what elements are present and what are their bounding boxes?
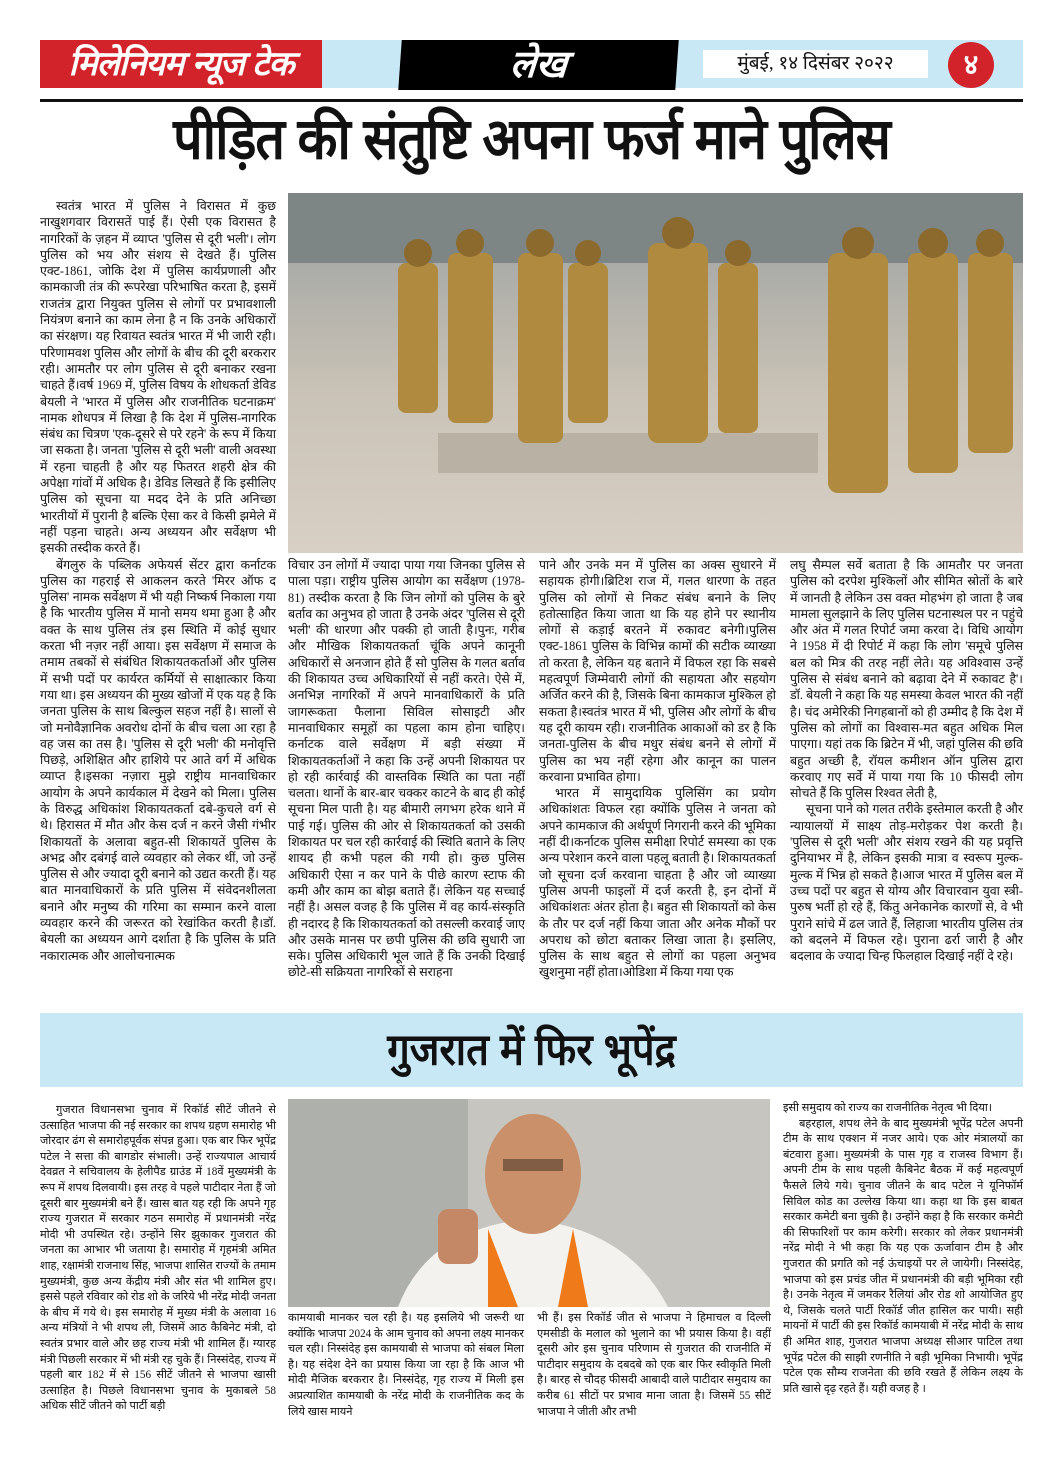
paragraph: पाने और उनके मन में पुलिस का अक्स सुधारने में सहायक होगी।ब्रिटिश राज में, गलत धारणा के तहत पुलिस को लोगों से निकट संबंध बनाने के लिए हतोत्साहित किया जाता था कि यह होने पर स्थानीय लोगों से कड़ाई बरतने में रुकावट बनेगी।पुलिस एक्ट-1861 पुलिस के विभिन्न कामों की सटीक व्याख्या तो करता है, लेकिन यह बताने में विफल रहा कि सबसे महत्वपूर्ण जिम्मेवारी लोगों की सहायता और सहयोग अर्जित करने की है, जिसके बिना कामकाज मुश्किल हो सकता है।स्वतंत्र भारत में भी, पुलिस और लोगों के बीच यह दूरी कायम रही। राजनीतिक आकाओं को डर है कि जनता-पुलिस के बीच मधुर संबंध बनने से लोगों में पुलिस का भय नहीं रहेगा और कानून का पालन करवाना प्रभावित होगा। xyxy=(539,558,776,784)
article-column xyxy=(40,198,276,964)
paragraph: स्वतंत्र भारत में पुलिस ने विरासत में कुछ नाखुशगवार विरासतें पाई हैं। ऐसी एक विरासत है नागरिकों के ज़हन में व्याप्त 'पुलिस से दूरी भली'। लोग पुलिस को भय और संशय से देखते हैं। पुलिस एक्ट-1861, जोकि देश में पुलिस कार्यप्रणाली और कामकाजी तंत्र की रूपरेखा परिभाषित करता है, इसमें राजतंत्र द्वारा नियुक्त पुलिस से लोगों पर प्रभावशाली नियंत्रण बनाने का काम लेना है न कि उनके अधिकारों का संरक्षण। यह रिवायत स्वतंत्र भारत में भी जारी रही। परिणामवश पुलिस और लोगों के बीच की दूरी बरकरार रही। आमतौर पर लोग पुलिस से दूरी बनाकर रखना चाहते हैं।वर्ष 1969 में, पुलिस विषय के शोधकर्ता डेविड बेयली ने 'भारत में पुलिस और राजनीतिक घटनाक्रम' नामक शोधपत्र में लिखा है कि देश में पुलिस-नागरिक संबंध का चित्रण 'एक-दूसरे से परे रहने' के रूप में किया जा सकता है। जनता 'पुलिस से दूरी भली' वाली अवस्था में रहना चाहती है और यह फितरत शहरी क्षेत्र की अपेक्षा गांवों में अधिक है। डेविड लिखते हैं कि इसीलिए पुलिस को सूचना या मदद देने के प्रति अनिच्छा भारतीयों में पुरानी है बल्कि ऐसा कर वे किसी झमेले में नहीं पड़ना चाहते। अन्य अध्ययन और सर्वेक्षण भी इसकी तस्दीक करते हैं। xyxy=(40,199,276,556)
paragraph: बहरहाल, शपथ लेने के बाद मुख्यमंत्री भूपेंद्र पटेल अपनी टीम के साथ एक्शन में नजर आये। एक ओर मंत्रालयों का बंटवारा हुआ। मुख्यमंत्री के पास गृह व राजस्व विभाग हैं। अपनी टीम के साथ पहली कैबिनेट बैठक में कई महत्वपूर्ण फैसले लिये गये। चुनाव जीतने के बाद पटेल ने यूनिफॉर्म सिविल कोड का उल्लेख किया था। कहा था कि इस बाबत सरकार कमेटी बना चुकी है। उन्होंने कहा है कि सरकार कमेटी की सिफारिशों पर काम करेगी। सरकार को लेकर प्रधानमंत्री नरेंद्र मोदी ने भी कहा कि यह एक ऊर्जावान टीम है और गुजरात की प्रगति को नई ऊंचाइयों पर ले जायेगी। निस्संदेह, भाजपा को इस प्रचंड जीत में प्रधानमंत्री की बड़ी भूमिका रही है। उनके नेतृत्व में जमकर रैलियां और रोड शो आयोजित हुए थे, जिसके चलते पार्टी रिकॉर्ड जीत हासिल कर पायी। सही मायनों में पार्टी की इस रिकॉर्ड कामयाबी में नरेंद्र मोदी के साथ ही अमित शाह, गुजरात भाजपा अध्यक्ष सीआर पाटिल तथा भूपेंद्र पटेल की साझी रणनीति ने बड़ी भूमिका निभायी। भूपेंद्र पटेल एक सौम्य राजनेता की छवि रखते हैं लेकिन लक्ष्य के प्रति खासे दृढ़ रहते हैं। यही वजह है । xyxy=(783,1117,1023,1395)
paragraph: इसी समुदाय को राज्य का राजनीतिक नेतृत्व भी दिया। xyxy=(783,1102,992,1114)
article-column xyxy=(783,1101,1023,1397)
article-column xyxy=(790,557,1023,964)
paragraph: भी हैं। इस रिकॉर्ड जीत से भाजपा ने हिमाचल व दिल्ली एमसीडी के मलाल को भुलाने का भी प्रयास किया है। वहीं दूसरी ओर इस चुनाव परिणाम से गुजरात की राजनीति में पाटीदार समुदाय के दबदबे को एक बार फिर स्वीकृति मिली है। बारह से चौदह फीसदी आबादी वाले पाटीदार समुदाय का करीब 61 सीटों पर प्रभाव माना जाता है। जिसमें 55 सीटें भाजपा ने जीती और तभी xyxy=(537,1312,771,1418)
chief-minister-photo xyxy=(288,1099,770,1307)
article-headline: गुजरात में फिर भूपेंद्र xyxy=(387,1025,676,1075)
paragraph: कामयाबी मानकर चल रही है। यह इसलिये भी जरूरी था क्योंकि भाजपा 2024 के आम चुनाव को अपना लक्ष्य मानकर चल रही। निस्संदेह इस कामयाबी से भाजपा को संबल मिला है। यह संदेश देने का प्रयास किया जा रहा है कि आज भी मोदी मैजिक बरकरार है। निस्संदेह, गृह राज्य में मिली इस अप्रत्याशित कामयाबी के नरेंद्र मोदी के राजनीतिक कद के लिये खास मायने xyxy=(288,1312,524,1418)
article-column xyxy=(40,1103,276,1415)
article-column xyxy=(539,557,776,981)
paragraph: भारत में सामुदायिक पुलिसिंग का प्रयोग अधिकांशतः विफल रहा क्योंकि पुलिस ने जनता को अपने कामकाज की अर्थपूर्ण निगरानी करने की भूमिका नहीं दी।कर्नाटक पुलिस समीक्षा रिपोर्ट समस्या का एक अन्य परेशान करने वाला पहलू बताती है। शिकायतकर्ता जो सूचना दर्ज करवाना चाहता है और जो व्याख्या पुलिस अपनी फाइलों में दर्ज करती है, इन दोनों में अधिकांशतः अंतर होता है। बहुत सी शिकायतों को केस के तौर पर दर्ज नहीं किया जाता और अनेक मौकों पर अपराध को छोटा बताकर लिखा जाता है। इसलिए, पुलिस के साथ बहुत से लोगों का पहला अनुभव खुशनुमा नहीं होता।ओडिशा में किया गया एक xyxy=(539,786,776,980)
article-column xyxy=(288,557,525,981)
article-headline: पीड़ित की संतुष्टि अपना फर्ज माने पुलिस xyxy=(173,108,890,172)
paragraph: सूचना पाने को गलत तरीके इस्तेमाल करती है और न्यायालयों में साक्ष्य तोड़-मरोड़कर पेश करती है। 'पुलिस से दूरी भली' और संशय रखने की यह प्रवृत्ति दुनियाभर में है, लेकिन इसकी मात्रा व स्वरूप मुल्क-मुल्क में भिन्न हो सकते है।आज भारत में पुलिस बल में उच्च पदों पर बहुत से योग्य और विचारवान युवा स्त्री-पुरुष भर्ती हो रहे हैं, किंतु अनेकानेक कारणों से, वे भी पुराने सांचे में ढल जाते हैं, लिहाजा भारतीय पुलिस तंत्र को बदलने में विफल रहे। पुराना ढर्रा जारी है और बदलाव के ज्यादा चिन्ह फिलहाल दिखाई नहीं दे रहे। xyxy=(790,802,1023,964)
paragraph: विचार उन लोगों में ज्यादा पाया गया जिनका पुलिस से पाला पड़ा। राष्ट्रीय पुलिस आयोग का सर्वेक्षण (1978-81) तस्दीक करता है कि जिन लोगों को पुलिस के बुरे बर्ताव का अनुभव हो जाता है उनके अंदर 'पुलिस से दूरी भली' की धारणा और पक्की हो जाती है।पुनः, गरीब और मौखिक शिकायतकर्ता चूंकि अपने कानूनी अधिकारों से अनजान होते हैं सो पुलिस के गलत बर्ताव की शिकायत उच्च अधिकारियों से नहीं करते। ऐसे में, अनभिज्ञ नागरिकों में अपने मानवाधिकारों के प्रति जागरूकता फैलाना सिविल सोसाइटी और मानवाधिकार समूहों का पहला काम होना चाहिए।कर्नाटक वाले सर्वेक्षण में बड़ी संख्या में शिकायतकर्ताओं ने कहा कि उन्हें अपनी शिकायत पर हो रही कार्रवाई की वास्तविक स्थिति का पता नहीं चलता। थानों के बार-बार चक्कर काटने के बाद ही कोई सूचना मिल पाती है। यह बीमारी लगभग हरेक थाने में पाई गई। पुलिस की ओर से शिकायतकर्ता को उसकी शिकायत पर चल रही कार्रवाई की स्थिति बताने के लिए शायद ही कभी पहल की गयी हो। कुछ पुलिस अधिकारी ऐसा न कर पाने के पीछे कारण स्टाफ की कमी और काम का बोझ बताते हैं। लेकिन यह सच्चाई नहीं है। असल वजह है कि पुलिस में वह कार्य-संस्कृति ही नदारद है कि शिकायतकर्ता को तसल्ली करवाई जाए और उसके मानस पर छपी पुलिस की छवि सुधारी जा सके। पुलिस अधिकारी भूल जाते हैं कि उनकी दिखाई छोटे-सी सक्रियता नागरिकों से सराहना xyxy=(288,558,525,980)
page-number: ४ xyxy=(948,42,994,88)
article-column xyxy=(288,1311,524,1420)
paragraph: गुजरात विधानसभा चुनाव में रिकॉर्ड सीटें जीतने से उत्साहित भाजपा की नई सरकार का शपथ ग्रहण समारोह भी जोरदार ढंग से समारोहपूर्वक संपन्न हुआ। एक बार फिर भूपेंद्र पटेल ने सत्ता की बागडोर संभाली। उन्हें राज्यपाल आचार्य देवव्रत ने सचिवालय के हेलीपैड ग्राउंड में 18वें मुख्यमंत्री के रूप में शपथ दिलवायी। इस तरह वे पहले पाटीदार नेता हैं जो दूसरी बार मुख्यमंत्री बने हैं। खास बात यह रही कि अपने गृह राज्य गुजरात में सरकार गठन समारोह में प्रधानमंत्री नरेंद्र मोदी भी उपस्थित रहे। उन्होंने सिर झुकाकर गुजरात की जनता का आभार भी जताया है। समारोह में गृहमंत्री अमित शाह, रक्षामंत्री राजनाथ सिंह, भाजपा शासित राज्यों के तमाम मुख्यमंत्री, कुछ अन्य केंद्रीय मंत्री और संत भी शामिल हुए। इससे पहले रविवार को रोड शो के जरिये भी नरेंद्र मोदी जनता के बीच में गये थे। इस समारोह में मुख्य मंत्री के अलावा 16 अन्य मंत्रियों ने भी शपथ ली, जिसमें आठ कैबिनेट मंत्री, दो स्वतंत्र प्रभार वाले और छह राज्य मंत्री भी शामिल हैं। ग्यारह मंत्री पिछली सरकार में भी मंत्री रह चुके हैं। निस्संदेह, राज्य में पहली बार 182 में से 156 सीटें जीतने से भाजपा खासी उत्साहित है। पिछले विधानसभा चुनाव के मुकाबले 58 अधिक सीटें जीतने को पार्टी बड़ी xyxy=(40,1104,276,1413)
section-label: लेख xyxy=(398,40,678,90)
police-photo xyxy=(288,193,1023,553)
paragraph: लघु सैम्पल सर्वे बताता है कि आमतौर पर जनता पुलिस को दरपेश मुश्किलों और सीमित स्रोतों के बारे में जानती है लेकिन उस वक्त मोहभंग हो जाता है जब मामला सुलझाने के लिए पुलिस घटनास्थल पर न पहुंचे और अंत में गलत रिपोर्ट जमा करवा दे। विधि आयोग ने 1958 में दी रिपोर्ट में कहा कि लोग 'समूचे पुलिस बल को मित्र की तरह नहीं लेते। यह अविश्वास उन्हें पुलिस से संबंध बनाने को बढ़ावा देने में रुकावट है'। डॉ. बेयली ने कहा कि यह समस्या केवल भारत की नहीं है। चंद अमेरिकी निगहबानों को ही उम्मीद है कि देश में पुलिस को लोगों का विश्वास-मत बहुत अधिक मिल पाएगा। यहां तक कि ब्रिटेन में भी, जहां पुलिस की छवि बहुत अच्छी है, रॉयल कमीशन ऑन पुलिस द्वारा करवाए गए सर्वे में पाया गया कि 10 फीसदी लोग सोचते हैं कि पुलिस रिश्वत लेती है, xyxy=(790,558,1023,801)
issue-date: मुंबई, १४ दिसंबर २०२२ xyxy=(703,50,928,78)
divider xyxy=(40,99,1023,102)
newspaper-logo: मिलेनियम न्यूज टेक xyxy=(40,40,322,88)
article-column xyxy=(537,1311,771,1420)
paragraph: बेंगलुरु के पब्लिक अफेयर्स सेंटर द्वारा कर्नाटक पुलिस का गहराई से आकलन करते 'मिरर ऑफ द पुलिस' नामक सर्वेक्षण में भी यही निष्कर्ष निकाला गया है कि भारतीय पुलिस में मानो समय थमा हुआ है और वक्त के साथ पुलिस तंत्र इस स्थिति में कोई सुधार करता भी नज़र नहीं आया। इस सर्वेक्षण में समाज के तमाम तबकों से संबंधित शिकायतकर्ताओं और पुलिस में सभी पदों पर कार्यरत कर्मियों से साक्षात्कार किया गया था। इस अध्ययन की मुख्य खोजों में एक यह है कि जनता पुलिस के साथ बिल्कुल सहज नहीं है। सालों से जो मनोवैज्ञानिक अवरोध दोनों के बीच चला आ रहा है वह जस का तस है। 'पुलिस से दूरी भली' की मनोवृत्ति पिछड़े, अशिक्षित और हाशिये पर आते वर्ग में अधिक व्याप्त है।इसका नज़ारा मुझे राष्ट्रीय मानवाधिकार आयोग के अपने कार्यकाल में देखने को मिला। पुलिस के विरुद्ध अधिकांश शिकायतकर्ता दबे-कुचले वर्ग से थे। हिरासत में मौत और केस दर्ज न करने जैसी गंभीर शिकायतों के अलावा बहुत-सी शिकायतें पुलिस के अभद्र और दबंगई वाले व्यवहार को लेकर थीं, जो उन्हें पुलिस से और ज्यादा दूरी बनाने को उद्यत करती हैं। यह बात मानवाधिकारों के प्रति पुलिस में संवेदनशीलता बनाने और मनुष्य की गरिमा का सम्मान करने वाला व्यवहार करने की जरूरत को रेखांकित करती है।डॉ. बेयली का अध्ययन आगे दर्शाता है कि पुलिस के प्रति नकारात्मक और आलोचनात्मक xyxy=(40,557,276,963)
